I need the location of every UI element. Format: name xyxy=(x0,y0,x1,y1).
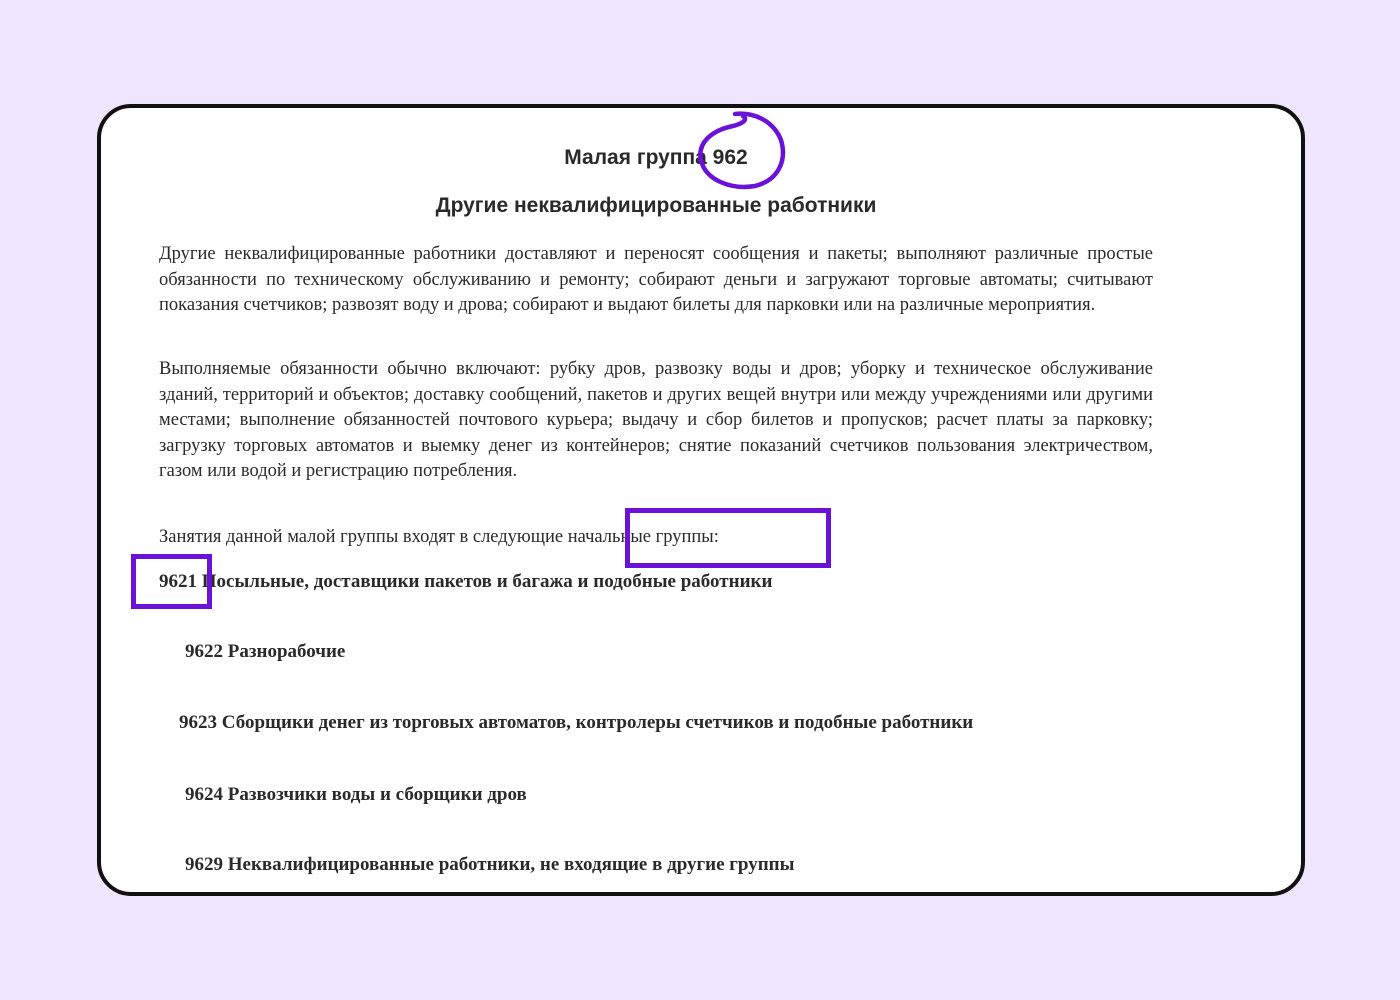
duties-paragraph: Выполняемые обязанности обычно включают: рубку дров, развозку воды и дров; уборку и техническое обслуживание зданий, территорий и объектов; доставку сообщений, пакетов и других вещей внутри или между учреждениями или другими местами; выполнение обязанностей почтового курьера; выдачу и сбор билетов и пропусков; расчет платы за парковку; загрузку торговых автоматов и выемку денег из контейнеров; снятие показаний счетчиков пользования электричеством, газом или водой и регистрацию потребления. xyxy=(159,359,1153,482)
document-card xyxy=(97,104,1305,896)
groups-intro-paragraph: Занятия данной малой группы входят в следующие начальные группы: xyxy=(159,527,719,547)
group-item-9622: 9622 Разнорабочие xyxy=(185,641,346,662)
description-paragraph: Другие неквалифицированные работники доставляют и переносят сообщения и пакеты; выполняют различные простые обязанности по техническому обслуживанию и ремонту; собирают деньги и загружают торговые автоматы; считывают показания счетчиков; развозят воду и дрова; собирают и выдают билеты для парковки или на различные мероприятия. xyxy=(159,244,1153,316)
group-item-9624: 9624 Развозчики воды и сборщики дров xyxy=(185,784,527,805)
page-subtitle: Другие неквалифицированные работники xyxy=(435,194,877,217)
group-item-9623: 9623 Сборщики денег из торговых автоматов, контролеры счетчиков и подобные работники xyxy=(179,712,974,733)
box-annotation-start-groups xyxy=(625,508,831,568)
group-item-9621: 9621 Посыльные, доставщики пакетов и багажа и подобные работники xyxy=(159,571,773,592)
group-item-9629: 9629 Неквалифицированные работники, не входящие в другие группы xyxy=(185,854,795,875)
box-annotation-9621 xyxy=(131,554,212,609)
page-title: Малая группа 962 xyxy=(564,146,748,169)
